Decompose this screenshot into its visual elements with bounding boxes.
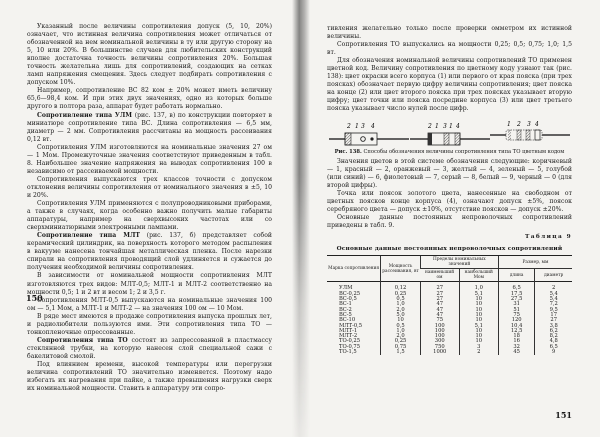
resistor-four-bands-diagram — [490, 119, 570, 147]
figure-138 — [327, 119, 572, 156]
table-cell: 27 — [420, 292, 459, 297]
table-cell: 3,8 — [535, 324, 572, 329]
table-cell: ТО-0,75 — [339, 343, 361, 350]
header-max: наибольший Мом — [459, 269, 498, 282]
table-cell: 27 — [420, 282, 459, 292]
right-page-body-bottom — [327, 158, 572, 230]
table-cell: ВС-1 — [339, 301, 352, 308]
table-cell: 10 — [459, 334, 498, 339]
table-cell: 5,4 — [535, 297, 572, 302]
paragraph-text: Указанный после величины сопротивления допуск (5, 10, 20%) означает, что истинная величина сопротивления может отличаться от обозначенной на нем номинальной величины в ту или другую сторону на 5, 10 или 20%. В большинстве случаев для любительских конструкций вполне достаточна точность величины сопротивления 20%. Большая точность желательна лишь для сопротивлений, создающих на сетках ламп напряжения смещения. Здесь следует подбирать сопротивления с допуском 10%. — [27, 23, 272, 87]
page-number-left: 150 — [26, 293, 43, 303]
table-title: Основные данные постоянных непроволочных сопротивлений — [336, 246, 563, 253]
table-cell: 0,75 — [381, 345, 421, 350]
table-cell: 300 — [420, 339, 459, 344]
paragraph — [27, 361, 272, 393]
paragraph-text: состоят из запрессованной в пластмассу стеклянной трубки, на которую нанесен слой специальной сажи с бакелитовой смолой. — [27, 336, 272, 360]
paragraph-text: Значения цветов в этой системе обозначения следующие: коричневый — 1, красный — 2, оранжевый — 3, желтый — 4, зеленый — 5, голубой (или синий) — 6, фиолетовый — 7, серый — 8, белый — 9, черный — 0 (для второй цифры). — [327, 158, 572, 190]
paragraph-text: В ряде мест имеются в продаже сопротивления выпуска прошлых лет, и радиолюбители пользуются ими. Эти сопротивления типа ТО — тонкопленочные опрессованные. — [27, 312, 272, 336]
paragraph — [327, 41, 572, 57]
paragraph — [27, 272, 272, 296]
svg-text:2: 2 — [427, 122, 432, 130]
table-cell: ТО-0,25 — [339, 338, 361, 345]
paragraph-text: (рис. 137, б) представляет собой керамический цилиндрик, на поверхность которого методом распыления в вакууме нанесена тончайшая металлическая пленка. После нарезки спирали на сопротивления проводящий слой удлиняется и сужается до получения необходимой величины сопротивления. — [27, 232, 272, 272]
paragraph — [27, 23, 272, 87]
figure-caption — [327, 149, 572, 156]
table-cell: 17 — [535, 313, 572, 318]
table-cell: 0,5 — [381, 297, 421, 302]
table-cell: 12,5 — [498, 329, 535, 334]
table-cell: 7,2 — [535, 302, 572, 307]
table-row — [327, 350, 572, 355]
table-cell: ТО-1,5 — [339, 349, 357, 355]
table-cell: ВС-5 — [339, 311, 352, 318]
paragraph — [327, 57, 572, 113]
paragraph — [27, 232, 272, 272]
table-cell: 1,0 — [381, 302, 421, 307]
paragraph — [27, 200, 272, 232]
table-cell: 5,0 — [381, 313, 421, 318]
table-cell: 10 — [459, 297, 498, 302]
svg-text:3: 3 — [527, 120, 531, 128]
table-cell: 9,5 — [535, 308, 572, 313]
paragraph-lead: Сопротивления типа ТО — [37, 336, 128, 344]
resistor-dots-diagram — [329, 119, 409, 147]
header-length: длина — [498, 269, 535, 282]
table-cell: 10 — [459, 313, 498, 318]
table-cell: 5,1 — [459, 292, 498, 297]
svg-text:2: 2 — [347, 122, 351, 130]
table-cell: 6,2 — [535, 329, 572, 334]
table-cell: 100 — [420, 334, 459, 339]
table-cell: 100 — [420, 324, 459, 329]
svg-text:1: 1 — [355, 122, 359, 130]
table-cell: 0,25 — [381, 292, 421, 297]
paragraph-text: Сопротивления ТО выпускались на мощности 0,25; 0,5; 0,75; 1,0; 1,5 вт. — [327, 41, 572, 57]
table-cell: 120 — [498, 318, 535, 323]
paragraph — [327, 190, 572, 214]
paragraph — [327, 25, 572, 41]
svg-text:2: 2 — [517, 120, 521, 128]
table-cell: 75 — [498, 313, 535, 318]
svg-text:4: 4 — [535, 120, 539, 128]
table-body — [327, 282, 572, 355]
svg-text:4: 4 — [455, 122, 460, 130]
paragraph-text: тивления желательно только после проверки омметром их истинной величины. — [327, 25, 572, 41]
table-cell: МЛТ-2 — [339, 333, 358, 340]
table-cell: 2 — [459, 350, 498, 355]
table-cell: 6,5 — [498, 282, 535, 292]
resistor-data-table — [327, 255, 572, 355]
table-cell: 10 — [381, 318, 421, 323]
right-page-body-top — [327, 25, 572, 114]
table-cell: УЛМ — [327, 282, 381, 292]
paragraph — [27, 87, 272, 111]
paragraph — [27, 112, 272, 144]
table-cell: 27,5 — [498, 297, 535, 302]
paragraph — [27, 337, 272, 361]
paragraph-text: Точка или поясок золотого цвета, нанесенные на свободном от цветных поясков конце корпуса (4), означают допуск ±5%, поясок серебряного цвета — допуск ±10%, отсутствие поясков — допуск ±20%. — [327, 190, 572, 214]
table-cell: 51 — [498, 308, 535, 313]
paragraph — [327, 158, 572, 190]
paragraph-text: Основные данные постоянных непроволочных сопротивлений приведены в табл. 9. — [327, 214, 572, 230]
table-cell: 47 — [420, 308, 459, 313]
table-cell: 45 — [498, 350, 535, 355]
table-cell: ВС-0,25 — [339, 290, 361, 297]
paragraph-lead: Сопротивление типа УЛМ — [37, 111, 133, 119]
table-cell: 17,5 — [498, 292, 535, 297]
svg-text:3: 3 — [442, 122, 447, 130]
figure-caption-lead: Рис. 138. — [334, 148, 362, 155]
paragraph-text: Сопротивления МЛТ-0,5 выпускаются на номинальные значения 100 ом — 5,1 Мом, а МЛТ-1 и МЛТ-2 — на значения 100 ом — 10 Мом. — [27, 296, 272, 312]
paragraph — [27, 297, 272, 313]
page-number-right: 151 — [555, 410, 572, 420]
resistor-diagrams — [327, 119, 572, 147]
figure-caption-text: Способы обозначения величины сопротивления типа ТО цветным кодом — [361, 148, 565, 155]
table-cell: 27 — [420, 297, 459, 302]
svg-text:1: 1 — [434, 122, 439, 130]
table-cell: 10 — [459, 318, 498, 323]
table-cell: ВС-10 — [339, 317, 356, 324]
header-min: наименьший ом — [420, 269, 459, 282]
table-cell: ВС-2 — [339, 306, 352, 313]
table-cell: 1,0 — [459, 282, 498, 292]
table-cell: 10 — [459, 329, 498, 334]
table-cell: 16 — [498, 339, 535, 344]
table-cell: 27 — [535, 318, 572, 323]
table-cell: 10 — [459, 308, 498, 313]
table-cell: 9 — [535, 350, 572, 355]
table-cell: 5,1 — [459, 324, 498, 329]
table-cell: 1000 — [420, 350, 459, 355]
paragraph — [327, 214, 572, 230]
paragraph-text: В зависимости от номинальной мощности сопротивления МЛТ изготовляются трех видов: МЛТ-0,5; МЛТ-1 и МЛТ-2 соответственно на мощности 0,5; 1 и 2 вт и весом 1; 2 и 3,5 г. — [27, 272, 272, 296]
header-range-group: Пределы номинальных значений — [420, 256, 498, 269]
header-power: Мощность рассеивания, вт — [381, 256, 421, 282]
table-row — [327, 282, 572, 292]
paragraph-text: Под влиянием времени, высокой температуры или перегрузки величина сопротивлений ТО значительно изменяется. Поэтому надо избегать их нагревания при пайке, а также превышения нагрузки сверх их номинальной мощности. Ставить в аппаратуру эти сопро- — [27, 360, 272, 393]
table-cell: 10,4 — [498, 324, 535, 329]
table-cell: 31 — [498, 302, 535, 307]
svg-text:1: 1 — [507, 120, 511, 128]
table-cell: 1,0 — [381, 329, 421, 334]
table-cell: 5,4 — [535, 292, 572, 297]
svg-text:3: 3 — [361, 122, 365, 130]
table-label: Таблица 9 — [524, 234, 572, 241]
table-cell: 4,8 — [535, 339, 572, 344]
paragraph — [27, 313, 272, 337]
table-cell: 10 — [459, 339, 498, 344]
paragraph-text: Сопротивления выпускаются трех классов точности с допуском отклонения величины сопротивления от номинального значения в ±5, 10 и 20%. — [27, 175, 272, 199]
table-cell: 2 — [535, 282, 572, 292]
table-cell: 6,5 — [535, 345, 572, 350]
table-cell: ВС-0,5 — [339, 296, 357, 303]
header-mark: Марка сопротивления — [327, 256, 381, 282]
table-cell: 1,5 — [381, 350, 421, 355]
left-page-body — [27, 23, 272, 393]
svg-text:4: 4 — [371, 122, 375, 130]
table-cell: 18 — [498, 334, 535, 339]
paragraph-text: Сопротивления УЛМ изготовляются на номинальные значения 27 ом — 1 Мом. Промежуточные значения соответствуют приведенным в табл. 8. Наибольшее значение напряжения на выводах сопротивления 100 в независимо от рассеиваемой мощности. — [27, 143, 272, 175]
table-cell: 75 — [420, 318, 459, 323]
paragraph-lead: Сопротивление типа МЛТ — [37, 232, 140, 240]
table-cell: 32 — [498, 345, 535, 350]
table-cell: 100 — [420, 329, 459, 334]
table-cell: МЛТ-0,5 — [339, 322, 363, 329]
table-cell: 8,2 — [535, 334, 572, 339]
table-cell: 3 — [459, 345, 498, 350]
table-cell: 2,0 — [381, 308, 421, 313]
book-gutter-shadow — [292, 0, 310, 437]
table-cell: 10 — [459, 302, 498, 307]
table-cell: 0,5 — [381, 324, 421, 329]
table-cell: 47 — [420, 302, 459, 307]
table-cell: 0,25 — [381, 339, 421, 344]
paragraph — [27, 144, 272, 176]
svg-text:1: 1 — [448, 122, 453, 130]
paragraph-text: Для обозначения номинальной величины сопротивлений ТО применен цветной код. Величину сопротивления по цветному коду узнают так (рис. 138): цвет окраски всего корпуса (1) или первого от края пояска (при трех поясках) обозначает первую цифру величины сопротивления; цвет пояска на конце (2) или цвет второго пояска при трех поясках указывает вторую цифру; цвет точки или пояска посредине корпуса (3) или цвет третьего пояска указывает число нулей после цифр. — [327, 57, 572, 113]
table-cell: 0,12 — [381, 282, 421, 292]
header-size-group: Размер, мм — [498, 256, 572, 269]
paragraph-text: (рис. 137, в) по конструкции повторяет в миниатюре сопротивление типа ВС. Длина сопротивления — 6,5 мм, диаметр — 2 мм. Сопротивления рассчитаны на мощность рассеивания 0,12 вт. — [27, 111, 272, 143]
right-page — [300, 0, 600, 437]
resistor-bands-diagram — [410, 119, 490, 147]
table-cell: 2,0 — [381, 334, 421, 339]
table-cell: 750 — [420, 345, 459, 350]
table-cell: 47 — [420, 313, 459, 318]
paragraph-text: Например, сопротивление ВС 82 ком ± 20% может иметь величину 65,6—98,4 ком. И при этих двух значениях, одно из которых больше другого в полтора раза, аппарат будет работать нормально. — [27, 87, 272, 111]
paragraph-text: Сопротивления УЛМ применяются с полупроводниковыми приборами, а также в случаях, когда особенно важно получить малые габариты аппаратуры, например на сверхвысоких частотах или со сверхминиатюрными электронными лампами. — [27, 200, 272, 232]
header-diameter: диаметр — [535, 269, 572, 282]
paragraph — [27, 176, 272, 200]
table-cell: МЛТ-1 — [339, 327, 358, 334]
